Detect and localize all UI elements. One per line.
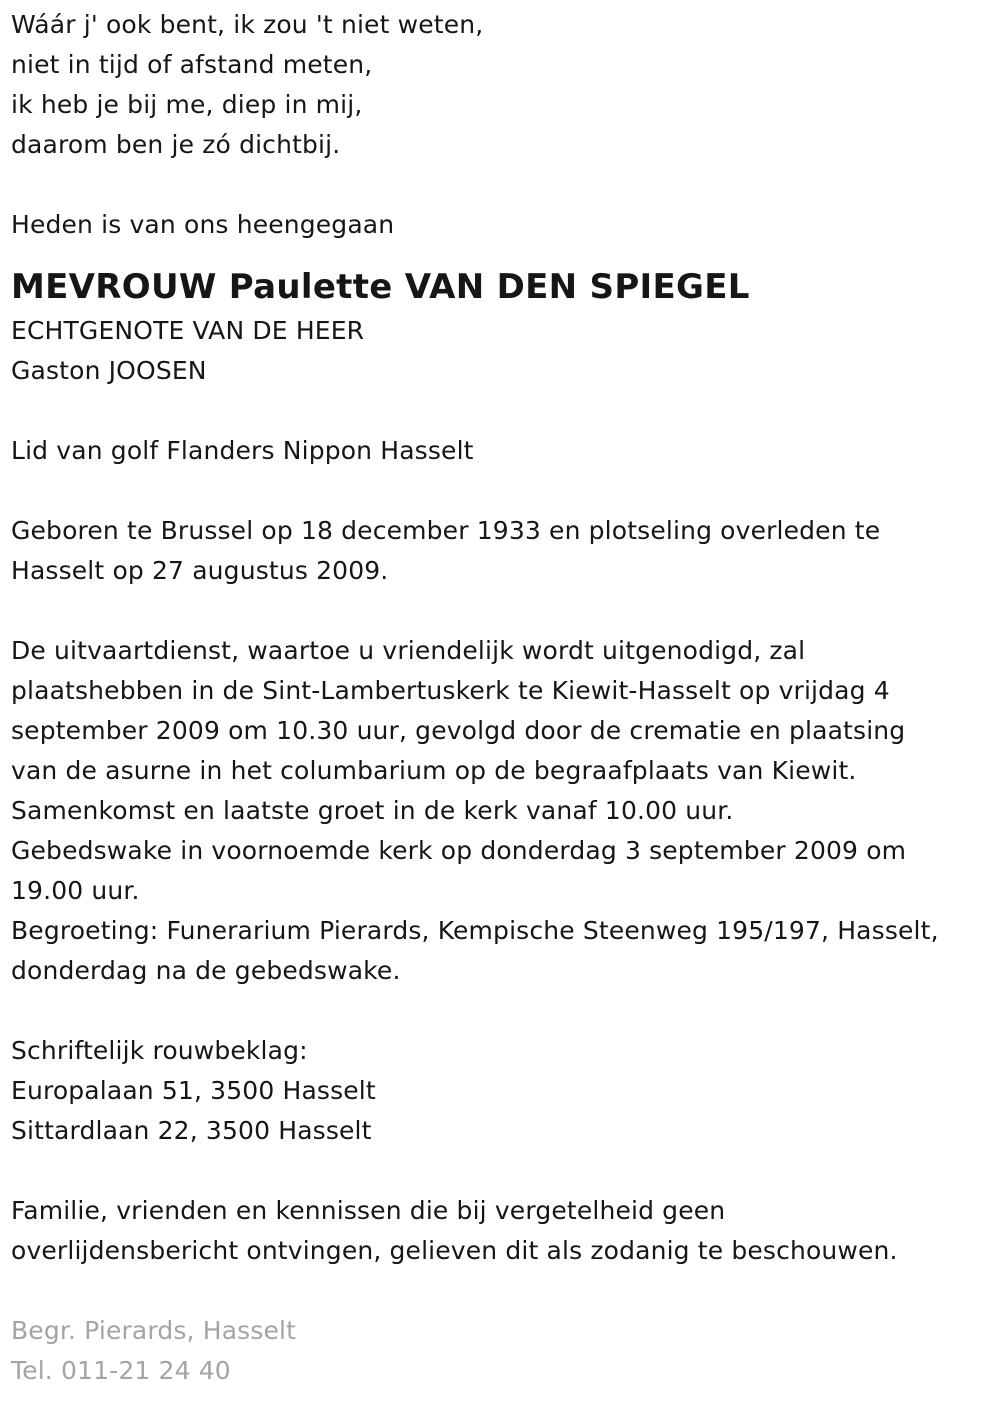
condolence-address: Europalaan 51, 3500 Hasselt — [11, 1076, 376, 1105]
paragraph-line: Geboren te Brussel op 18 december 1933 en plotseling overleden te — [11, 516, 881, 545]
paragraph-line: Samenkomst en laatste groet in de kerk vanaf 10.00 uur. — [11, 796, 734, 825]
poem-line: daarom ben je zó dichtbij. — [11, 130, 341, 159]
poem-line: niet in tijd of afstand meten, — [11, 50, 373, 79]
poem — [11, 5, 986, 165]
spacer — [11, 471, 986, 511]
paragraph-line: september 2009 om 10.30 uur, gevolgd door de crematie en plaatsing — [11, 716, 906, 745]
funeral-home-phone: Tel. 011-21 24 40 — [11, 1356, 231, 1385]
poem-line: ik heb je bij me, diep in mij, — [11, 90, 363, 119]
poem-line: Wáár j' ook bent, ik zou 't niet weten, — [11, 10, 484, 39]
paragraph-line: van de asurne in het columbarium op de begraafplaats van Kiewit. — [11, 756, 857, 785]
paragraph-line: Gebedswake in voornoemde kerk op donderdag 3 september 2009 om — [11, 836, 907, 865]
spacer — [11, 1151, 986, 1191]
spacer — [11, 591, 986, 631]
paragraph-line: De uitvaartdienst, waartoe u vriendelijk wordt uitgenodigd, zal — [11, 636, 806, 665]
funeral-home-name: Begr. Pierards, Hasselt — [11, 1316, 297, 1345]
paragraph-line: 19.00 uur. — [11, 876, 140, 905]
spacer — [11, 991, 986, 1031]
birth-death-paragraph — [11, 511, 986, 591]
paragraph-line: donderdag na de gebedswake. — [11, 956, 401, 985]
deceased-relation: ECHTGENOTE VAN DE HEER — [11, 316, 365, 345]
funeral-home-footer — [11, 1311, 986, 1391]
spacer — [11, 1271, 986, 1311]
paragraph-line: overlijdensbericht ontvingen, gelieven dit als zodanig te beschouwen. — [11, 1236, 898, 1265]
paragraph-line: Begroeting: Funerarium Pierards, Kempische Steenweg 195/197, Hasselt, — [11, 916, 939, 945]
condolences-block — [11, 1031, 986, 1151]
ceremony-paragraph — [11, 631, 986, 991]
membership-text: Lid van golf Flanders Nippon Hasselt — [11, 436, 474, 465]
condolences-heading: Schriftelijk rouwbeklag: — [11, 1036, 308, 1065]
intro-text: Heden is van ons heengegaan — [11, 210, 395, 239]
notice-paragraph — [11, 1191, 986, 1271]
spacer — [11, 165, 986, 205]
condolence-address: Sittardlaan 22, 3500 Hasselt — [11, 1116, 372, 1145]
spouse-name: Gaston JOOSEN — [11, 356, 207, 385]
paragraph-line: Hasselt op 27 augustus 2009. — [11, 556, 389, 585]
spacer — [11, 391, 986, 431]
deceased-name: MEVROUW Paulette VAN DEN SPIEGEL — [11, 267, 750, 307]
paragraph-line: plaatshebben in de Sint-Lambertuskerk te Kiewit-Hasselt op vrijdag 4 — [11, 676, 890, 705]
obituary-document — [11, 5, 986, 1391]
paragraph-line: Familie, vrienden en kennissen die bij vergetelheid geen — [11, 1196, 726, 1225]
